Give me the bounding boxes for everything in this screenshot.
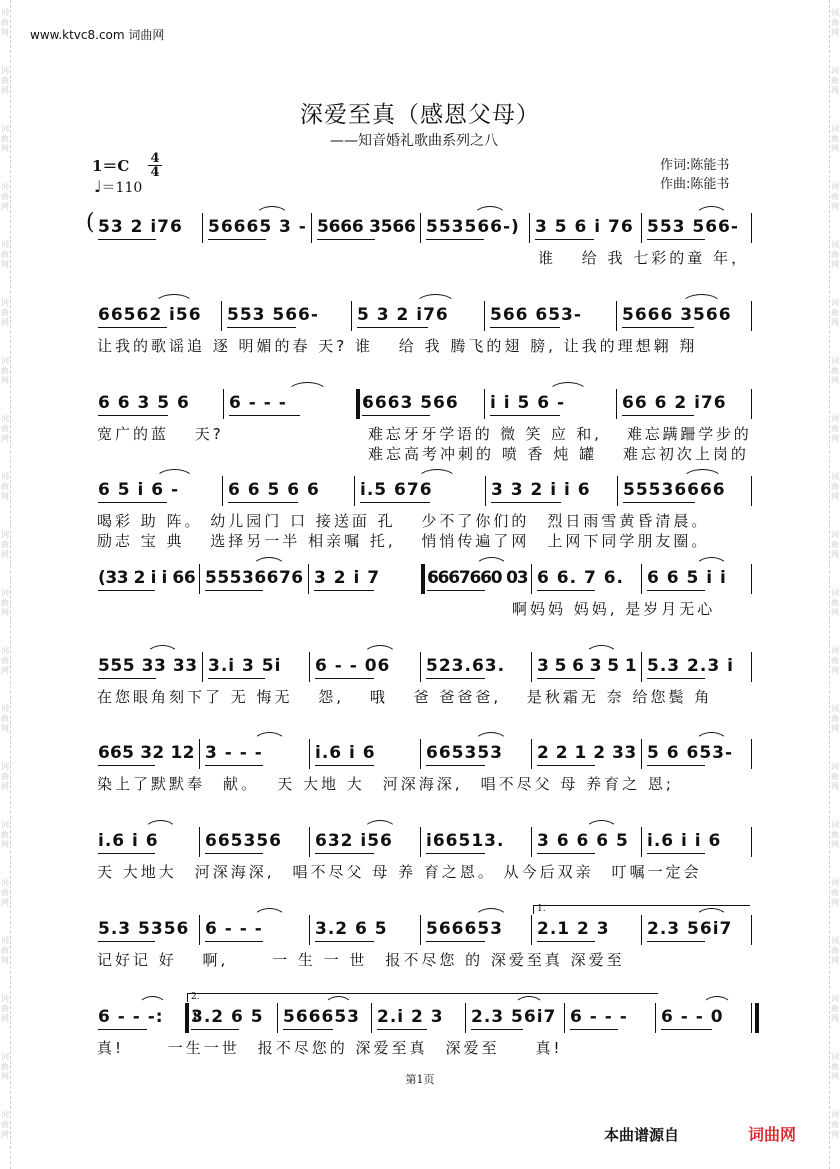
measure-notes: 3 5 6 3 5 1 — [537, 656, 637, 676]
slur-mark — [681, 294, 722, 305]
barline — [531, 652, 532, 682]
measure-notes: 5 6 653- — [647, 743, 734, 763]
quarter-note-icon: ♩ — [94, 177, 102, 196]
lyric-line: 喝彩 助 阵。 幼儿园门 口 接送面 孔 少不了你们的 烈日雨雪黄昏清晨。 — [97, 512, 710, 530]
barline — [751, 213, 752, 243]
measure-notes: i.6 i 6 — [315, 743, 376, 763]
watermark-text: 词 曲 网 — [831, 182, 839, 211]
watermark-text: 词 曲 网 — [831, 472, 839, 501]
beam-line — [98, 415, 168, 416]
right-watermark-strip — [829, 0, 840, 1169]
measure-notes: 523.63. — [426, 656, 506, 676]
beam-line — [208, 239, 266, 240]
beam-line — [426, 239, 484, 240]
slur-mark — [695, 732, 729, 743]
beam-line — [647, 590, 705, 591]
barline — [309, 915, 310, 945]
lyric-line: 啊妈妈 妈妈, 是岁月无心 — [512, 600, 716, 618]
barline — [751, 389, 752, 419]
barline — [420, 213, 421, 243]
watermark-text: 词 曲 网 — [1, 182, 9, 211]
slur-mark — [682, 469, 723, 480]
barline — [484, 301, 485, 331]
lyric-line: 难忘牙牙学语的 微 笑 应 和, 难忘蹒跚学步的 — [368, 425, 752, 443]
watermark-text: 词 曲 网 — [1, 240, 9, 269]
watermark-text: 词 曲 网 — [831, 530, 839, 559]
barline — [641, 739, 642, 769]
lyric-line: 染上了默默奉 献。 天 大地 大 河深海深, 唱不尽父 母 养育之 恩; — [97, 775, 674, 793]
watermark-text: 词 曲 网 — [1, 472, 9, 501]
measure-notes: 3 6 6 6 5 — [537, 831, 629, 851]
measure-notes: 6 - - 06 — [315, 656, 391, 676]
slur-mark — [585, 645, 619, 656]
slur-mark — [702, 996, 732, 1007]
barline — [751, 301, 752, 331]
watermark-text: 词 曲 网 — [831, 994, 839, 1023]
barline — [485, 476, 486, 506]
measure-notes: 3 3 2 i i 6 — [491, 480, 591, 500]
barline — [531, 564, 532, 594]
watermark-text: 词 曲 网 — [1, 762, 9, 791]
barline — [616, 389, 617, 419]
measure-notes: 555 33 33 — [98, 656, 198, 676]
lyric-line: 记好记 好 啊, 一 生 一 世 报不尽您 的 深爱至真 深爱至 — [97, 951, 625, 969]
beam-line — [315, 765, 374, 766]
measure-notes: 3 - - - — [205, 743, 263, 763]
beam-line — [98, 765, 155, 766]
beam-line — [570, 1029, 618, 1030]
measure-notes: 55536676 — [205, 568, 304, 588]
measure-notes: 3 2 i 7 — [314, 568, 381, 588]
watermark-text: 词 曲 网 — [831, 936, 839, 965]
measure-notes: 553 566- — [647, 217, 739, 237]
measure-notes: 665353 — [426, 743, 503, 763]
barline — [309, 827, 310, 857]
barline — [420, 739, 421, 769]
slur-mark — [155, 469, 195, 480]
barline — [371, 1003, 372, 1033]
barline — [277, 1003, 278, 1033]
barline — [531, 739, 532, 769]
lyricist-credit: 作词:陈能书 — [660, 158, 730, 173]
measure-notes: 5 3 2 i76 — [357, 305, 449, 325]
lyric-line: 宽广的蓝 天? — [97, 425, 224, 443]
slur-mark — [473, 206, 507, 217]
measure-notes: 55536666 — [623, 480, 726, 500]
watermark-text: 词 曲 网 — [1, 124, 9, 153]
measure-notes: 566653 — [283, 1007, 360, 1027]
watermark-text: 词 曲 网 — [831, 588, 839, 617]
beam-line — [314, 590, 374, 591]
beam-line — [362, 415, 430, 416]
beam-line — [490, 415, 560, 416]
slur-mark — [475, 557, 509, 568]
barline — [199, 827, 200, 857]
measure-notes: 2.i 2 3 — [377, 1007, 444, 1027]
watermark-text: 词 曲 网 — [831, 762, 839, 791]
beam-line — [98, 941, 155, 942]
beam-line — [317, 239, 375, 240]
measure-notes: i66513. — [426, 831, 505, 851]
slur-mark — [253, 908, 287, 919]
watermark-text: 词 曲 网 — [1, 994, 9, 1023]
beam-line — [98, 327, 167, 328]
watermark-text: 词 曲 网 — [831, 1052, 839, 1081]
barline — [420, 915, 421, 945]
barline — [751, 915, 752, 945]
barline — [421, 564, 425, 594]
tempo-value: ＝110 — [101, 180, 143, 196]
slur-mark — [695, 206, 729, 217]
barline — [199, 739, 200, 769]
barline — [531, 827, 532, 857]
beam-line — [98, 239, 156, 240]
lyric-line: 让我的歌谣追 逐 明媚的春 天? 谁 给 我 腾飞的翅 膀, 让我的理想翱 翔 — [97, 337, 698, 355]
beam-line — [98, 853, 155, 854]
measure-notes: 566 653- — [490, 305, 582, 325]
measure-notes: i.6 i 6 — [98, 831, 159, 851]
barline — [420, 827, 421, 857]
measure-notes: 3 5 6 i 76 — [535, 217, 634, 237]
watermark-text: 词 曲 网 — [1, 820, 9, 849]
barline — [531, 915, 532, 945]
watermark-text: 词 曲 网 — [831, 704, 839, 733]
beam-line — [315, 941, 374, 942]
slur-mark — [363, 645, 397, 656]
beam-line — [647, 853, 705, 854]
watermark-text: 词 曲 网 — [1, 66, 9, 95]
beam-line — [426, 765, 485, 766]
measure-notes: i i 5 6 - — [490, 393, 566, 413]
left-watermark-strip — [0, 0, 11, 1169]
beam-line — [537, 853, 595, 854]
watermark-text: 词 曲 网 — [1, 298, 9, 327]
barline — [616, 301, 617, 331]
slur-mark — [252, 557, 286, 568]
watermark-text: 词 曲 网 — [831, 66, 839, 95]
measure-notes: i.6 i i 6 — [647, 831, 722, 851]
measure-notes: 6 6 3 5 6 — [98, 393, 190, 413]
beam-line — [98, 590, 155, 591]
watermark-text: 词 曲 网 — [831, 820, 839, 849]
watermark-text: 词 曲 网 — [831, 878, 839, 907]
time-signature-bottom: 4 — [150, 165, 160, 180]
watermark-text: 词 曲 网 — [831, 298, 839, 327]
watermark-text: 词 曲 网 — [1, 1052, 9, 1081]
watermark-text: 词 曲 网 — [1, 936, 9, 965]
watermark-text: 词 曲 网 — [1, 530, 9, 559]
beam-line — [537, 678, 595, 679]
beam-line — [647, 941, 705, 942]
beam-line — [426, 941, 485, 942]
barline — [202, 213, 203, 243]
lyric-line: 难忘高考冲刺的 喷 香 炖 罐 难忘初次上岗的 — [368, 445, 749, 463]
beam-line — [623, 502, 695, 503]
measure-notes: 2.3 56i7 — [471, 1007, 557, 1027]
watermark-text: 词 曲 网 — [1, 878, 9, 907]
barline — [185, 1003, 189, 1033]
beam-line — [537, 765, 595, 766]
measure-notes: 3.i 3 5i — [208, 656, 282, 676]
lyric-line: 在您眼角刻下了 无 悔无 怨, 哦 爸 爸爸爸, 是秋霜无 奈 给您鬓 角 — [97, 688, 713, 706]
measure-notes: 6 - - - — [570, 1007, 628, 1027]
barline — [354, 476, 355, 506]
composer-credit: 作曲:陈能书 — [660, 177, 730, 192]
page-number: 第1页 — [405, 1073, 435, 1086]
barline — [484, 389, 485, 419]
barline — [311, 213, 312, 243]
measure-notes: 6 - - -: — [98, 1007, 164, 1027]
beam-line — [357, 327, 428, 328]
slur-mark — [548, 382, 588, 393]
watermark-text: 词 曲 网 — [831, 1110, 839, 1139]
watermark-text: 词 曲 网 — [1, 414, 9, 443]
beam-line — [377, 1029, 427, 1030]
slur-mark — [255, 206, 289, 217]
measure-notes: 553566-) — [426, 217, 520, 237]
watermark-text: 词 曲 网 — [1, 8, 9, 37]
beam-line — [228, 502, 298, 503]
barline — [223, 389, 224, 419]
beam-line — [426, 853, 485, 854]
barline — [199, 915, 200, 945]
measure-notes: i.5 676 — [360, 480, 433, 500]
beam-line — [491, 502, 561, 503]
beam-line — [490, 327, 560, 328]
volta-label: 1. — [537, 904, 546, 914]
measure-notes: 6 5 i 6 - — [98, 480, 180, 500]
beam-line — [622, 415, 694, 416]
lyric-line: 天 大地大 河深海深, 唱不尽父 母 养 育之恩。 从今后双亲 叮嘱一定会 — [97, 863, 702, 881]
watermark-text: 词 曲 网 — [831, 8, 839, 37]
beam-line — [98, 1029, 147, 1030]
watermark-text: 词 曲 网 — [1, 356, 9, 385]
measure-notes: 53 2 i76 — [98, 217, 183, 237]
beam-line — [360, 502, 430, 503]
barline — [356, 389, 360, 419]
beam-line — [191, 1029, 239, 1030]
barline — [309, 739, 310, 769]
measure-notes: 3.2 6 5 — [191, 1007, 264, 1027]
barline — [641, 564, 642, 594]
watermark-text: 词 曲 网 — [831, 124, 839, 153]
barline — [420, 652, 421, 682]
watermark-text: 词 曲 网 — [831, 646, 839, 675]
site-url[interactable]: www.ktvc8.com 词曲网 — [30, 28, 165, 42]
beam-line — [229, 415, 300, 416]
measure-notes: 6 6 5 i i — [647, 568, 727, 588]
slur-mark — [138, 996, 167, 1007]
barline — [221, 301, 222, 331]
key-signature: 1＝C — [92, 157, 130, 175]
barline — [351, 301, 352, 331]
beam-line — [205, 853, 263, 854]
beam-line — [315, 853, 374, 854]
lyric-line: 真! 一生一世 报不尽您的 深爱至真 深爱至 真! — [97, 1039, 563, 1057]
measure-notes: 6 6 5 6 6 — [228, 480, 320, 500]
slur-mark — [146, 645, 180, 656]
song-title: 深爱至真（感恩父母） — [300, 102, 540, 128]
measure-notes: 566653 — [426, 919, 503, 939]
barline — [202, 652, 203, 682]
barline — [751, 1003, 759, 1033]
barline — [641, 915, 642, 945]
measure-notes: 2.3 56i7 — [647, 919, 733, 939]
measure-notes: 5.3 2.3 i — [647, 656, 734, 676]
barline — [751, 739, 752, 769]
time-signature-top: 4 — [148, 152, 162, 166]
source-brand-link[interactable]: 词曲网 — [748, 1125, 797, 1144]
barline — [751, 652, 752, 682]
beam-line — [535, 239, 594, 240]
beam-line — [205, 590, 263, 591]
lyric-line: 谁 给 我 七彩的童 年， — [538, 249, 750, 267]
barline — [751, 827, 752, 857]
slur-mark — [144, 820, 177, 831]
barline — [641, 827, 642, 857]
slur-mark — [585, 820, 619, 831]
tempo-marking — [94, 177, 142, 197]
watermark-text: 词 曲 网 — [1, 646, 9, 675]
measure-notes: 5.3 5356 — [98, 919, 190, 939]
measure-notes: 6 - - 0 — [661, 1007, 724, 1027]
measure-notes: 2.1 2 3 — [537, 919, 610, 939]
beam-line — [661, 1029, 712, 1030]
beam-line — [227, 327, 296, 328]
measure-notes: 6667660 03 — [427, 568, 528, 588]
beam-line — [98, 678, 156, 679]
barline — [641, 213, 642, 243]
watermark-text: 词 曲 网 — [1, 1110, 9, 1139]
slur-mark — [253, 732, 287, 743]
beam-line — [647, 678, 705, 679]
beam-line — [647, 239, 705, 240]
song-subtitle: ——知音婚礼歌曲系列之八 — [330, 133, 498, 149]
slur-mark — [363, 820, 397, 831]
measure-notes: 5666 3566 — [317, 217, 416, 237]
measure-notes: 6 6. 7 6. — [537, 568, 624, 588]
volta-label: 2. — [191, 992, 200, 1002]
measure-notes: 2 2 1 2 33 — [537, 743, 637, 763]
measure-notes: 6 - - - — [205, 919, 263, 939]
beam-line — [205, 941, 263, 942]
slur-mark — [154, 294, 194, 305]
beam-line — [426, 678, 485, 679]
beam-line — [315, 678, 374, 679]
measure-notes: 6663 566 — [362, 393, 459, 413]
beam-line — [537, 590, 595, 591]
measure-notes: 6 - - - — [229, 393, 287, 413]
lyric-line: 励志 宝 典 选择另一半 相亲嘱 托, 悄悄传遍了网 上网下同学朋友圈。 — [97, 532, 710, 550]
slur-mark — [287, 382, 328, 393]
beam-line — [427, 590, 485, 591]
beam-line — [205, 765, 263, 766]
barline — [308, 564, 309, 594]
watermark-text: 词 曲 网 — [831, 356, 839, 385]
beam-line — [622, 327, 694, 328]
beam-line — [283, 1029, 333, 1030]
volta-bracket — [533, 905, 750, 914]
beam-line — [647, 765, 705, 766]
beam-line — [537, 941, 595, 942]
slur-mark — [474, 908, 508, 919]
barline — [655, 1003, 656, 1033]
beam-line — [471, 1029, 523, 1030]
barline — [617, 476, 618, 506]
measure-notes: 665 32 12 — [98, 743, 195, 763]
barline — [564, 1003, 565, 1033]
open-paren-mark: ( — [86, 210, 95, 235]
barline — [199, 564, 200, 594]
beam-line — [98, 502, 167, 503]
barline — [751, 476, 752, 506]
slur-mark — [415, 294, 456, 305]
measure-notes: 3.2 6 5 — [315, 919, 388, 939]
slur-mark — [417, 469, 457, 480]
time-signature — [148, 152, 162, 179]
barline — [641, 652, 642, 682]
volta-bracket — [187, 993, 658, 1002]
beam-line — [208, 678, 265, 679]
barline — [529, 213, 530, 243]
barline — [222, 476, 223, 506]
watermark-text: 词 曲 网 — [1, 588, 9, 617]
watermark-text: 词 曲 网 — [831, 240, 839, 269]
barline — [465, 1003, 466, 1033]
source-label: 本曲谱源自 — [604, 1126, 680, 1144]
measure-notes: (33 2 i i 66 — [98, 568, 196, 588]
watermark-text: 词 曲 网 — [831, 414, 839, 443]
measure-notes: 56665 3 - — [208, 217, 307, 237]
measure-notes: 66 6 2 i76 — [622, 393, 727, 413]
slur-mark — [695, 557, 729, 568]
slur-mark — [474, 732, 508, 743]
measure-notes: 665356 — [205, 831, 282, 851]
measure-notes: 553 566- — [227, 305, 319, 325]
watermark-text: 词 曲 网 — [1, 704, 9, 733]
barline — [309, 652, 310, 682]
measure-notes: 632 i56 — [315, 831, 393, 851]
measure-notes: 5666 3566 — [622, 305, 732, 325]
barline — [751, 564, 752, 594]
measure-notes: 66562 i56 — [98, 305, 202, 325]
